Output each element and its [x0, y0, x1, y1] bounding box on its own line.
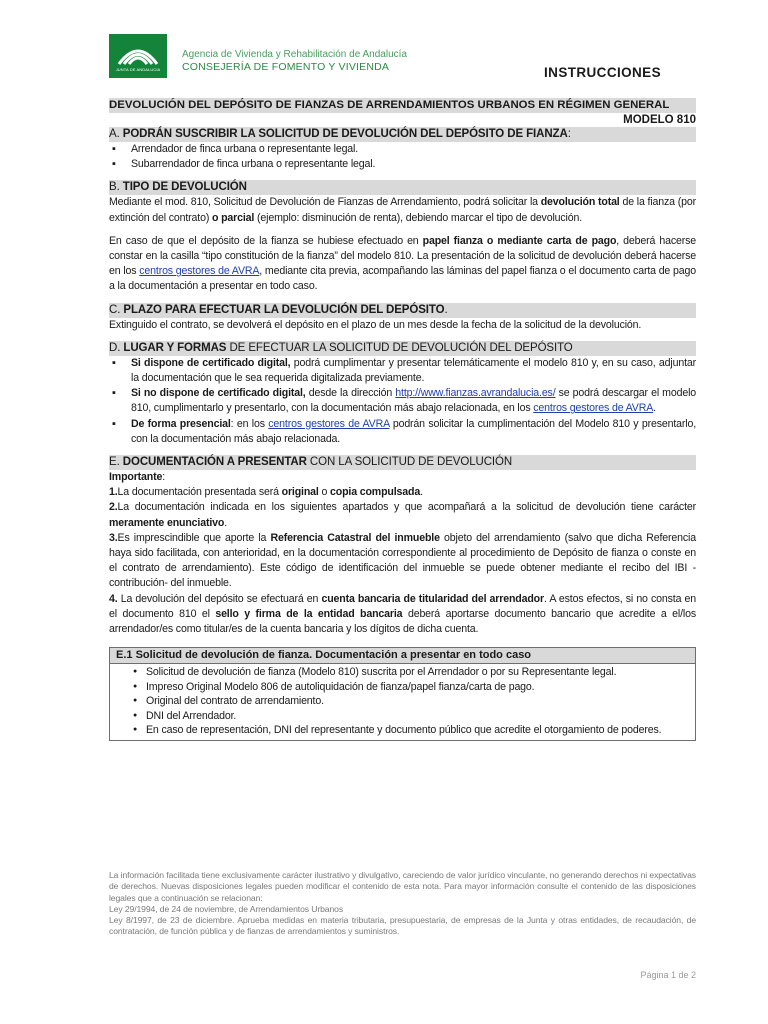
spacer [109, 172, 696, 180]
logo-caption: JUNTA DE ANDALUCIA [115, 67, 161, 72]
section-b-paragraph-1 [109, 195, 696, 225]
text: desde la dirección [305, 387, 396, 400]
text: Mediante el mod. 810, Solicitud de Devolución de Fianzas de Arrendamiento, podrá solicitar la [109, 196, 541, 209]
note-2 [109, 500, 696, 530]
text: . [420, 486, 423, 499]
page-header [109, 34, 696, 94]
legal-footer [109, 870, 696, 938]
text: La documentación presentada será [117, 486, 282, 499]
section-b-paragraph-2 [109, 234, 696, 295]
section-c-suffix: . [444, 303, 448, 316]
section-e-title-rest: CON LA SOLICITUD DE DEVOLUCIÓN [306, 456, 513, 469]
bold-text: cuenta bancaria de titularidad del arrendador [321, 592, 544, 605]
list-item: ● Impreso Original Modelo 806 de autoliquidación de fianza/papel fianza/carta de pago. [146, 680, 695, 695]
list-item: ● Original del contrato de arrendamiento. [146, 694, 695, 709]
spacer [109, 295, 696, 303]
text: o [318, 486, 331, 499]
bold-text: Referencia Catastral del inmueble [270, 531, 440, 544]
bold-text: original [281, 486, 319, 499]
section-e-title: DOCUMENTACIÓN A PRESENTAR [122, 456, 307, 469]
list-item [131, 386, 696, 416]
text: : en los [230, 417, 269, 430]
note-4 [109, 592, 696, 638]
section-d-title: LUGAR Y FORMAS [123, 341, 227, 354]
section-d-header [109, 341, 696, 356]
text: podrán solicitar la cumplimentación del Modelo 810 y presentarlo, con la documentación más abajo relacionada. [131, 417, 697, 445]
spacer [109, 333, 696, 341]
note-number: 2. [109, 501, 118, 514]
footer-law-2: Ley 8/1997, de 23 de diciembre. Aprueba medidas en materia tributaria, presupuestaria, de empresas de la Junta y otras entidades, de recaudación, de contratación, de función pública y de fianzas de arrendamientos y suministros. [109, 915, 696, 937]
modelo-label: MODELO 810 [623, 114, 696, 126]
bold-text: papel fianza o mediante carta de pago [422, 234, 617, 247]
text: : [162, 471, 166, 484]
text: . [224, 516, 227, 529]
note-1 [109, 485, 696, 500]
text: deberá aportarse documento bancario que acredite a el/los arrendador/es como titular/es de la cuenta bancaria y los dígitos de dicha cuenta. [109, 607, 696, 636]
section-e-letter: E. [109, 456, 123, 469]
centros-gestores-link[interactable]: centros gestores de AVRA [268, 417, 390, 430]
section-c-paragraph: Extinguido el contrato, se devolverá el depósito en el plazo de un mes desde la fecha de la solicitud de la devolución. [109, 318, 642, 331]
section-a-header [109, 127, 696, 142]
text: , mediante cita previa, acompañando las láminas del papel fianza o el documento carta de pago a la documentación a presentar en todo caso. [109, 265, 696, 293]
section-c-header [109, 303, 696, 318]
section-c-letter: C. [109, 303, 124, 316]
note-number: 1. [109, 486, 118, 499]
bold-text: sello y firma de la entidad bancaria [215, 607, 403, 620]
note-number: 4. [109, 592, 118, 605]
text: La documentación indicada en los siguientes apartados y que acompañará a la solicitud de devolución tiene carácter [117, 501, 696, 514]
bold-text: Si no dispone de certificado digital, [131, 387, 306, 400]
section-d-letter: D. [109, 341, 124, 354]
bold-text: meramente enunciativo [109, 516, 225, 529]
document-page [109, 34, 696, 741]
section-a-list [109, 142, 696, 172]
bold-text: copia compulsada [330, 486, 421, 499]
list-item: ▪ Subarrendador de finca urbana o representante legal. [131, 157, 696, 172]
section-b-letter: B. [109, 181, 123, 194]
e1-list [110, 664, 695, 740]
section-a-suffix: : [567, 128, 571, 140]
list-item: ▪ Arrendador de finca urbana o representante legal. [131, 142, 696, 157]
bold-text: De forma presencial [131, 417, 231, 430]
agency-line-2: CONSEJERÍA DE FOMENTO Y VIVIENDA [182, 61, 390, 73]
text: . A estos efectos, si no consta en el documento 810 el [109, 592, 696, 620]
list-item [131, 356, 696, 386]
section-a-title: PODRÁN SUSCRIBIR LA SOLICITUD DE DEVOLUCIÓN DEL DEPÓSITO DE FIANZA [122, 128, 568, 140]
text: La devolución del depósito se efectuará en [117, 592, 322, 605]
text: podrá cumplimentar y presentar telemáticamente el modelo 810 y, en su caso, adjuntar la documentación que le sea requerida digitalizada previamente. [131, 356, 696, 385]
list-item: ● En caso de representación, DNI del representante y documento público que acredite el otorgamiento de poderes. [146, 723, 695, 738]
spacer [109, 226, 696, 234]
text: En caso de que el depósito de la fianza se hubiese efectuado en [109, 234, 423, 247]
section-b-header [109, 180, 696, 195]
agency-name [182, 49, 407, 73]
list-item: ● Solicitud de devolución de fianza (Modelo 810) suscrita por el Arrendador o por su Representante legal. [146, 665, 695, 680]
centros-gestores-link[interactable]: centros gestores de AVRA [533, 402, 654, 415]
text: se podrá descargar el modelo 810, cumplimentarlo y presentarlo, con la documentación más abajo relacionada, en los [131, 387, 697, 415]
section-e-header [109, 455, 696, 470]
importante-label [109, 470, 696, 485]
bold-text: devolución total [540, 196, 620, 209]
section-a-letter: A. [109, 128, 123, 140]
note-3 [109, 531, 696, 592]
footer-law-1: Ley 29/1994, de 24 de noviembre, de Arrendamientos Urbanos [109, 903, 344, 914]
section-c-title: PLAZO PARA EFECTUAR LA DEVOLUCIÓN DEL DEPÓSITO [123, 303, 445, 316]
text: de la fianza (por extinción del contrato) [109, 196, 697, 224]
document-title: DEVOLUCIÓN DEL DEPÓSITO DE FIANZAS DE ARRENDAMIENTOS URBANOS EN RÉGIMEN GENERAL [109, 98, 696, 113]
centros-gestores-link[interactable]: centros gestores de AVRA [139, 265, 260, 278]
text: , deberá hacerse constar en la casilla “tipo constitución de la fianza” del modelo 810. La presentación de la solicitud de devolución deberá hacerse en los [109, 234, 696, 278]
bold-text: Importante [109, 471, 163, 484]
fianzas-url-link[interactable]: http://www.fianzas.avrandalucia.es/ [395, 387, 556, 400]
section-d-list [109, 356, 696, 447]
list-item: ● DNI del Arrendador. [146, 709, 695, 724]
text: objeto del arrendamiento (salvo que dicha Referencia haya sido facilitada, con anterioridad, en la documentación correspondiente al procedimiento de Depósito de fianza o conste en el contrato de arrendamiento). Este código de identificación del inmueble se puede obtener mediante el recibo del IBI -contribución- del inmueble. [109, 531, 697, 590]
section-b-title: TIPO DE DEVOLUCIÓN [122, 181, 247, 194]
text: . [653, 402, 656, 415]
bold-text: o parcial [211, 211, 255, 224]
list-item [131, 417, 696, 447]
section-d-title-rest: DE EFECTUAR LA SOLICITUD DE DEVOLUCIÓN DEL DEPÓSITO [226, 341, 573, 354]
agency-line-1: Agencia de Vivienda y Rehabilitación de Andalucía [182, 49, 407, 60]
spacer [109, 637, 696, 643]
e1-documentation-box [109, 647, 696, 741]
instrucciones-heading: INSTRUCCIONES [544, 65, 661, 80]
text: (ejemplo: disminución de renta), debiendo marcar el tipo de devolución. [254, 211, 583, 224]
note-number: 3. [109, 531, 118, 544]
bold-text: Si dispone de certificado digital, [131, 356, 291, 369]
footer-disclaimer: La información facilitada tiene exclusivamente carácter ilustrativo y divulgativo, careciendo de valor jurídico vinculante, no generando derechos ni expectativas de derechos. Nuevas disposiciones legales pueden modificar el contenido de esta nota. Para mayor información consulte el contenido de las disposiciones legales que a continuación se relacionan: [109, 870, 696, 903]
text: Es imprescindible que aporte la [117, 531, 271, 544]
e1-header: E.1 Solicitud de devolución de fianza. Documentación a presentar en todo caso [110, 648, 695, 664]
page-number: Página 1 de 2 [640, 970, 696, 980]
junta-andalucia-logo [109, 34, 167, 78]
spacer [109, 447, 696, 455]
